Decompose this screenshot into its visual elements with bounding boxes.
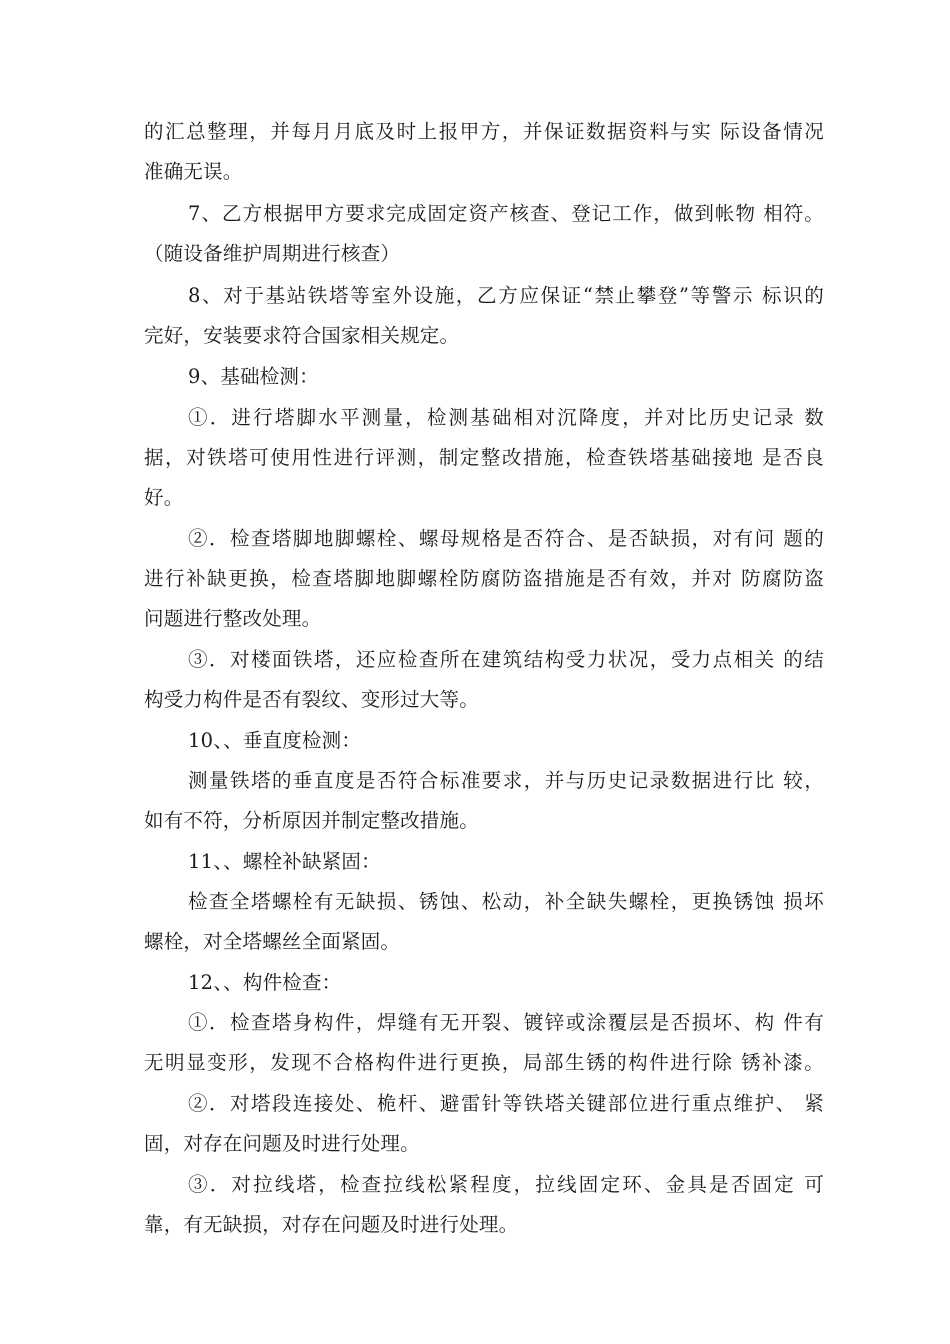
paragraph-line: ①．检查塔身构件，焊缝有无开裂、镀锌或涂覆层是否损坏、构 件有 — [188, 1011, 824, 1034]
paragraph-line: 7、乙方根据甲方要求完成固定资产核查、登记工作，做到帐物 相符。 — [188, 202, 824, 225]
paragraph-line: 准确无误。 — [144, 160, 243, 183]
section-heading: 9、基础检测： — [188, 365, 319, 388]
paragraph-line: 8、对于基站铁塔等室外设施，乙方应保证“禁止攀登”等警示 标识的 — [188, 284, 824, 307]
paragraph-line: 好。 — [144, 486, 184, 509]
paragraph-line: 如有不符，分析原因并制定整改措施。 — [144, 809, 479, 832]
paragraph-line: ①．进行塔脚水平测量，检测基础相对沉降度，并对比历史记录 数 — [188, 406, 824, 429]
paragraph-line: 无明显变形，发现不合格构件进行更换，局部生锈的构件进行除 锈补漆。 — [144, 1051, 824, 1074]
paragraph-line: 靠，有无缺损，对存在问题及时进行处理。 — [144, 1213, 519, 1236]
paragraph-line: 据，对铁塔可使用性进行评测，制定整改措施，检查铁塔基础接地 是否良 — [144, 446, 824, 469]
section-heading: 11、、螺栓补缺紧固： — [188, 850, 381, 873]
paragraph-line: 完好，安装要求符合国家相关规定。 — [144, 324, 460, 347]
paragraph-line: 构受力构件是否有裂纹、变形过大等。 — [144, 688, 479, 711]
paragraph-line: 螺栓，对全塔螺丝全面紧固。 — [144, 930, 401, 953]
paragraph-line: 的汇总整理，并每月月底及时上报甲方，并保证数据资料与实 际设备情况 — [144, 120, 824, 143]
section-heading: 12、、构件检查： — [188, 971, 342, 994]
paragraph-line: 进行补缺更换，检查塔脚地脚螺栓防腐防盗措施是否有效，并对 防腐防盗 — [144, 567, 824, 590]
paragraph-line: ③．对拉线塔，检查拉线松紧程度，拉线固定环、金具是否固定 可 — [188, 1173, 824, 1196]
paragraph-line: 固，对存在问题及时进行处理。 — [144, 1132, 420, 1155]
section-heading: 10、、垂直度检测： — [188, 729, 362, 752]
paragraph-line: ②．检查塔脚地脚螺栓、螺母规格是否符合、是否缺损，对有问 题的 — [188, 527, 824, 550]
paragraph-line: （随设备维护周期进行核查） — [144, 242, 401, 265]
paragraph-line: 检查全塔螺栓有无缺损、锈蚀、松动，补全缺失螺栓，更换锈蚀 损坏 — [188, 890, 824, 913]
paragraph-line: ③．对楼面铁塔，还应检查所在建筑结构受力状况，受力点相关 的结 — [188, 648, 824, 671]
paragraph-line: ②．对塔段连接处、桅杆、避雷针等铁塔关键部位进行重点维护、 紧 — [188, 1092, 824, 1115]
paragraph-line: 问题进行整改处理。 — [144, 607, 322, 630]
paragraph-line: 测量铁塔的垂直度是否符合标准要求，并与历史记录数据进行比 较， — [188, 769, 824, 792]
